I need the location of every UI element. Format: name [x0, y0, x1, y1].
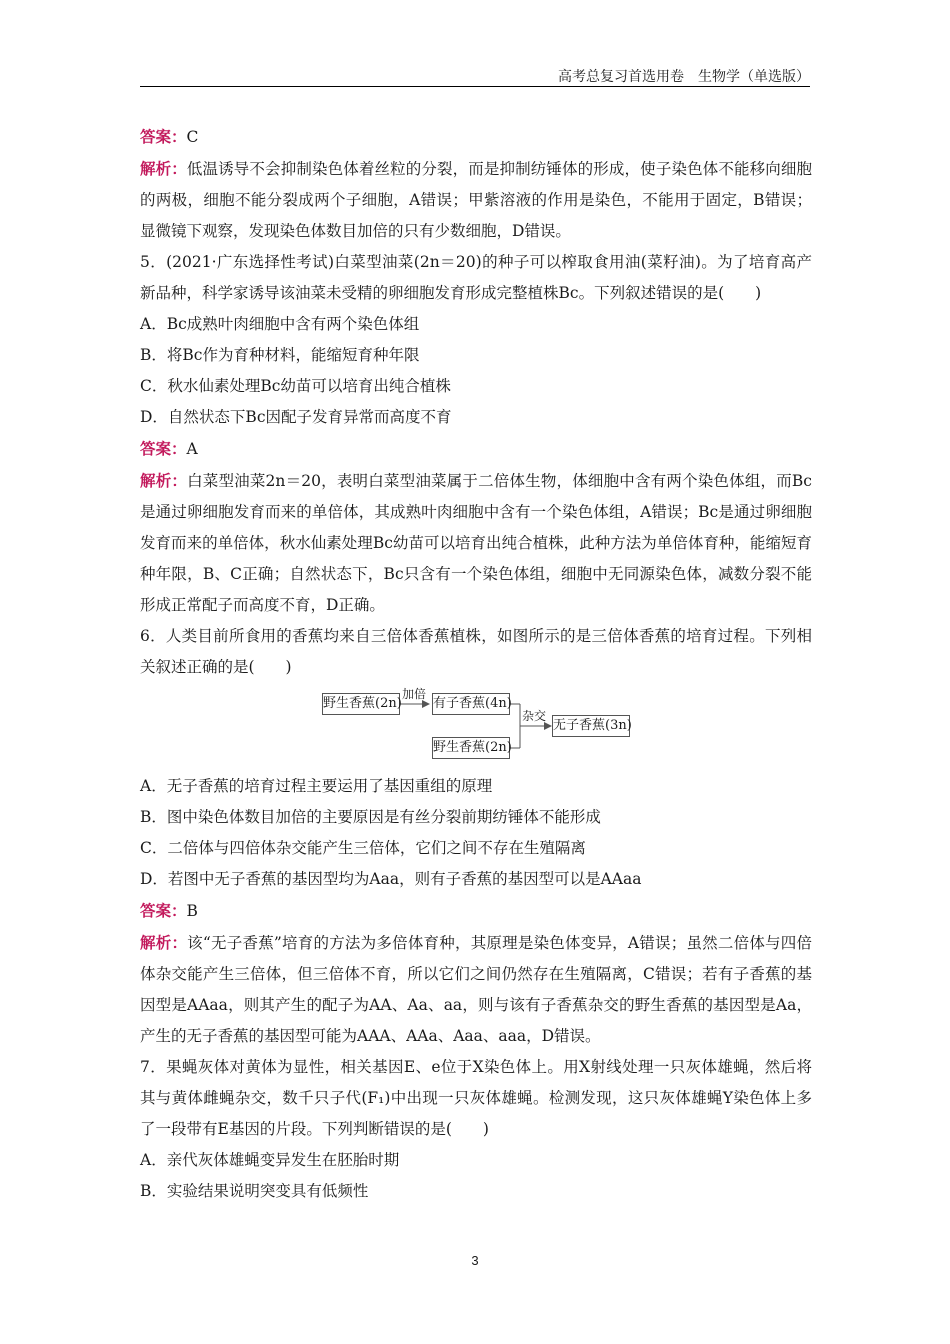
- seeded-banana-box: 有子香蕉(4n): [432, 693, 510, 715]
- answer-label: 答案：: [140, 901, 187, 920]
- page-header: [140, 64, 810, 87]
- q6-option-b: B．图中染色体数目加倍的主要原因是有丝分裂前期纺锤体不能形成: [140, 808, 601, 826]
- q7-stem: 7．果蝇灰体对黄体为显性，相关基因E、e位于X染色体上。用X射线处理一只灰体雄蝇，然后将其与黄体雌蝇杂交，数千只子代(F₁)中出现一只灰体雄蝇。检测发现，这只灰体雄蝇Y染色体上多了一段带有E基因的片段。下列判断错误的是( ): [140, 1058, 812, 1138]
- wild-banana-box-2: 野生香蕉(2n): [432, 737, 510, 759]
- q6-stem: 6．人类目前所食用的香蕉均来自三倍体香蕉植株，如图所示的是三倍体香蕉的培育过程。下列相关叙述正确的是( ): [140, 627, 812, 676]
- q6-option-d: D．若图中无子香蕉的基因型均为Aaa，则有子香蕉的基因型可以是AAaa: [140, 870, 642, 888]
- seedless-banana-box: 无子香蕉(3n): [552, 715, 630, 737]
- q5-option-c: C．秋水仙素处理Bc幼苗可以培育出纯合植株: [140, 377, 451, 395]
- q5-stem: 5．(2021·广东选择性考试)白菜型油菜(2n＝20)的种子可以榨取食用油(菜籽油)。为了培育高产新品种，科学家诱导该油菜未受精的卵细胞发育形成完整植株Bc。下列叙述错误的是( ): [140, 253, 812, 302]
- q4-answer: 答案：C: [140, 127, 199, 146]
- banana-breeding-diagram: [140, 683, 812, 771]
- analysis-label: 解析：: [140, 933, 188, 952]
- q4-analysis: 解析：低温诱导不会抑制染色体着丝粒的分裂，而是抑制纺锤体的形成，使子染色体不能移向细胞的两极，细胞不能分裂成两个子细胞，A错误；甲紫溶液的作用是染色，不能用于固定，B错误；显微镜下观察，发现染色体数目加倍的只有少数细胞，D错误。: [140, 159, 812, 240]
- page-content: [140, 121, 812, 1207]
- q6-analysis: 解析：该“无子香蕉”培育的方法为多倍体育种，其原理是染色体变异，A错误；虽然二倍体与四倍体杂交能产生三倍体，但三倍体不育，所以它们之间仍然存在生殖隔离，C错误；若有子香蕉的基因型是AAaa，则其产生的配子为AA、Aa、aa，则与该有子香蕉杂交的野生香蕉的基因型是Aa，产生的无子香蕉的基因型可能为AAA、AAa、Aaa、aaa，D错误。: [140, 933, 812, 1045]
- q5-analysis: 解析：白菜型油菜2n＝20，表明白菜型油菜属于二倍体生物，体细胞中含有两个染色体组，而Bc是通过卵细胞发育而来的单倍体，其成熟叶肉细胞中含有一个染色体组，A错误；Bc是通过卵细胞发育而来的单倍体，秋水仙素处理Bc幼苗可以培育出纯合植株，此种方法为单倍体育种，能缩短育种年限，B、C正确；自然状态下，Bc只含有一个染色体组，细胞中无同源染色体，减数分裂不能形成正常配子而高度不育，D正确。: [140, 471, 812, 614]
- q5-option-a: A．Bc成熟叶肉细胞中含有两个染色体组: [140, 315, 420, 333]
- header-title: 高考总复习首选用卷 生物学（单选版）: [558, 69, 810, 85]
- q6-option-a: A．无子香蕉的培育过程主要运用了基因重组的原理: [140, 777, 493, 795]
- cross-label: 杂交: [522, 709, 547, 723]
- q6-answer: 答案：B: [140, 901, 198, 920]
- q7-option-b: B．实验结果说明突变具有低频性: [140, 1182, 369, 1200]
- analysis-label: 解析：: [140, 159, 187, 178]
- double-label: 加倍: [402, 687, 427, 701]
- q5-answer: 答案：A: [140, 439, 198, 458]
- wild-banana-box-1: 野生香蕉(2n): [322, 693, 400, 715]
- analysis-label: 解析：: [140, 471, 188, 490]
- answer-label: 答案：: [140, 127, 187, 146]
- q5-option-d: D．自然状态下Bc因配子发育异常而高度不育: [140, 408, 452, 426]
- page-number: 3: [471, 1253, 479, 1268]
- answer-label: 答案：: [140, 439, 187, 458]
- q7-option-a: A．亲代灰体雄蝇变异发生在胚胎时期: [140, 1151, 400, 1169]
- q6-option-c: C．二倍体与四倍体杂交能产生三倍体，它们之间不存在生殖隔离: [140, 839, 586, 857]
- q5-option-b: B．将Bc作为育种材料，能缩短育种年限: [140, 346, 420, 364]
